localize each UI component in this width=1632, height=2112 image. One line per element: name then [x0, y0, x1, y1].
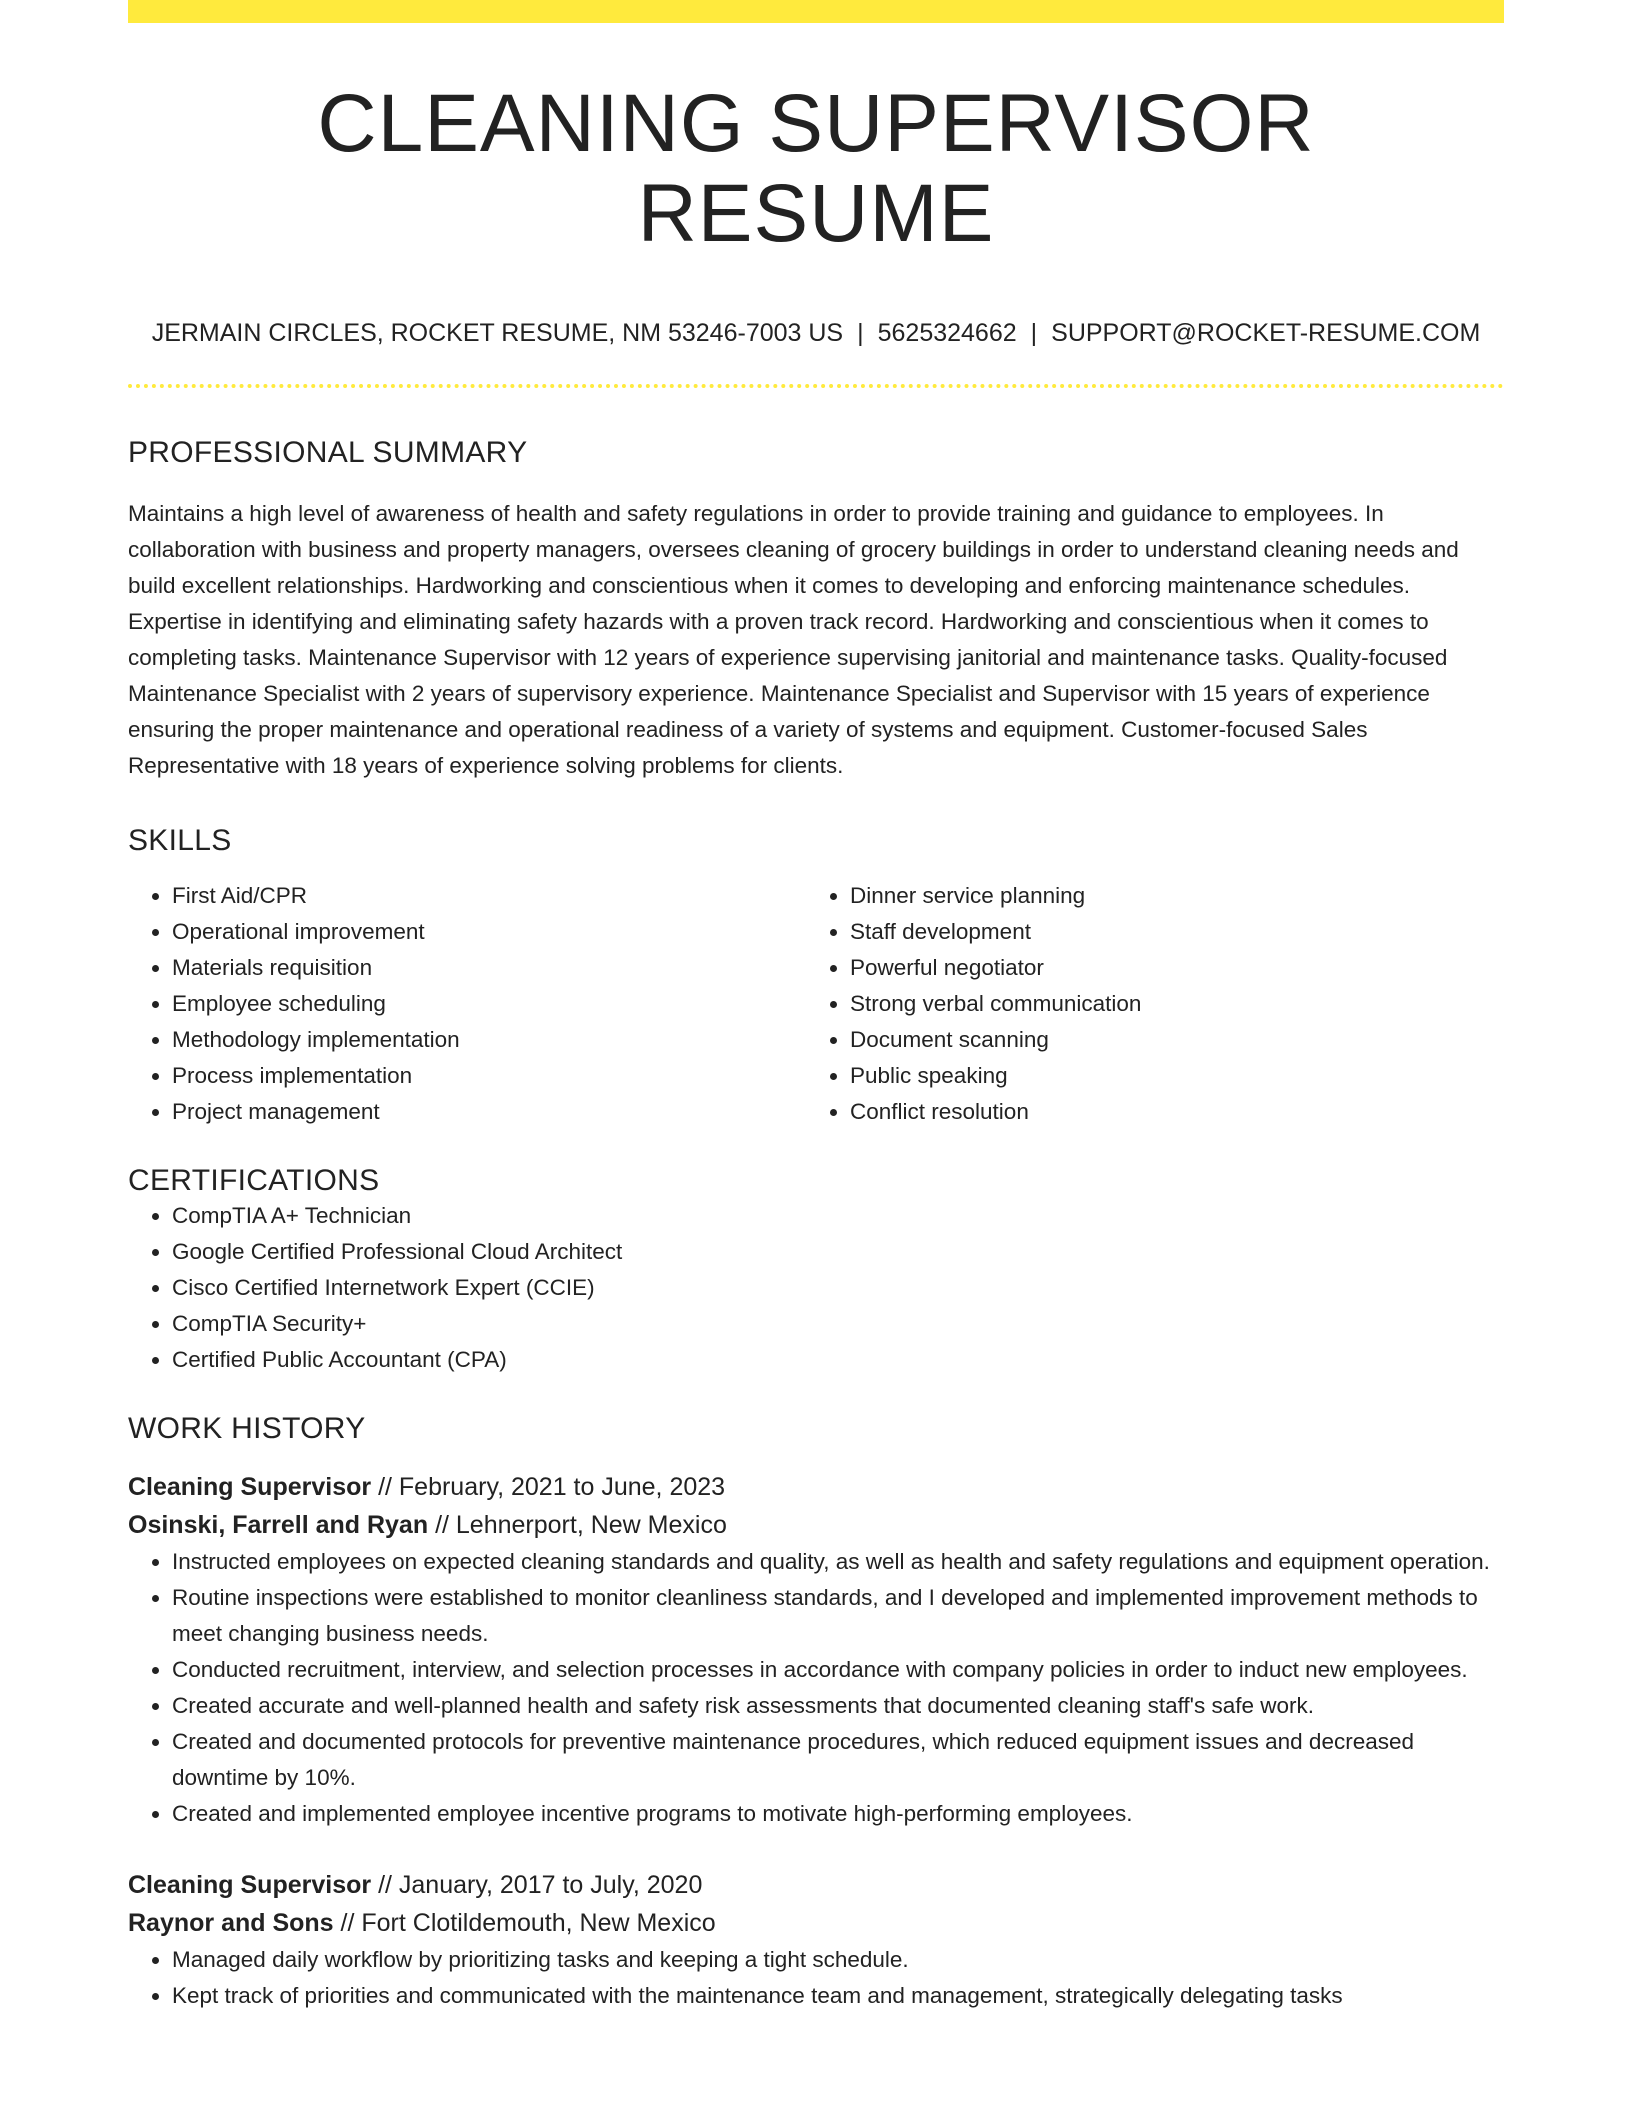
- job-location: // Fort Clotildemouth, New Mexico: [333, 1909, 716, 1938]
- skill-item: • Methodology implementation: [172, 1022, 806, 1058]
- skill-item: • Document scanning: [850, 1022, 1484, 1058]
- dotted-divider: [128, 384, 1504, 388]
- skill-item: • Strong verbal communication: [850, 986, 1484, 1022]
- skill-item: • Dinner service planning: [850, 878, 1484, 914]
- job-company: Raynor and Sons: [128, 1909, 334, 1938]
- skill-item: • Project management: [172, 1094, 806, 1130]
- skill-item: • First Aid/CPR: [172, 878, 806, 914]
- certification-item: • Cisco Certified Internetwork Expert (CCIE): [172, 1270, 1504, 1306]
- skill-item: • Operational improvement: [172, 914, 806, 950]
- summary-heading: PROFESSIONAL SUMMARY: [128, 436, 528, 470]
- certification-item: • CompTIA Security+: [172, 1306, 1504, 1342]
- work-history-heading: WORK HISTORY: [128, 1412, 366, 1446]
- job-bullet: • Instructed employees on expected cleaning standards and quality, as well as health and safety regulations and equipment operation.: [172, 1544, 1504, 1580]
- job-bullet: • Created accurate and well-planned health and safety risk assessments that documented cleaning staff's safe work.: [172, 1688, 1504, 1724]
- skills-heading: SKILLS: [128, 824, 232, 858]
- skill-item: • Employee scheduling: [172, 986, 806, 1022]
- top-accent-bar: [128, 0, 1504, 23]
- job-entry: [128, 1468, 1504, 1832]
- job-role-line: [128, 1468, 1504, 1506]
- job-company-line: [128, 1904, 1504, 1942]
- contact-phone: 5625324662: [877, 319, 1017, 348]
- job-dates: // January, 2017 to July, 2020: [371, 1871, 703, 1900]
- certification-item: • Certified Public Accountant (CPA): [172, 1342, 1504, 1378]
- contact-line: [128, 319, 1504, 348]
- contact-email: SUPPORT@ROCKET-RESUME.COM: [1051, 319, 1481, 348]
- job-bullet: • Conducted recruitment, interview, and selection processes in accordance with company policies in order to induct new employees.: [172, 1652, 1504, 1688]
- certification-item: • CompTIA A+ Technician: [172, 1198, 1504, 1234]
- skills-list-left: [128, 878, 806, 1130]
- job-bullet: • Kept track of priorities and communicated with the maintenance team and management, strategically delegating tasks: [172, 1978, 1504, 2014]
- skill-item: • Process implementation: [172, 1058, 806, 1094]
- job-bullet-list: [128, 1942, 1504, 2014]
- job-dates: // February, 2021 to June, 2023: [371, 1473, 726, 1502]
- skill-item: • Materials requisition: [172, 950, 806, 986]
- skills-column-right: [806, 878, 1484, 1130]
- job-entry: [128, 1866, 1504, 2014]
- job-bullet: • Created and documented protocols for preventive maintenance procedures, which reduced equipment issues and decreased downtime by 10%.: [172, 1724, 1504, 1796]
- summary-text: Maintains a high level of awareness of health and safety regulations in order to provide training and guidance to employees. In collaboration with business and property managers, oversees cleaning of grocery buildings in order to understand cleaning needs and build excellent relationships. Hardworking and conscientious when it comes to developing and enforcing maintenance schedules. Expertise in identifying and eliminating safety hazards with a proven track record. Hardworking and conscientious when it comes to completing tasks. Maintenance Supervisor with 12 years of experience supervising janitorial and maintenance tasks. Quality-focused Maintenance Specialist with 2 years of supervisory experience. Maintenance Specialist and Supervisor with 15 years of experience ensuring the proper maintenance and operational readiness of a variety of systems and equipment. Customer-focused Sales Representative with 18 years of experience solving problems for clients.: [128, 501, 1459, 779]
- job-bullet: • Managed daily workflow by prioritizing tasks and keeping a tight schedule.: [172, 1942, 1504, 1978]
- job-role: Cleaning Supervisor: [128, 1871, 372, 1900]
- skill-item: • Staff development: [850, 914, 1484, 950]
- job-company: Osinski, Farrell and Ryan: [128, 1511, 429, 1540]
- certification-item: • Google Certified Professional Cloud Architect: [172, 1234, 1504, 1270]
- job-location: // Lehnerport, New Mexico: [428, 1511, 727, 1540]
- skills-grid: [128, 878, 1504, 1130]
- resume-page: [128, 0, 1504, 2014]
- skills-list-right: [806, 878, 1484, 1130]
- job-bullet-list: [128, 1544, 1504, 1832]
- contact-separator: |: [1030, 319, 1038, 348]
- job-role-line: [128, 1866, 1504, 1904]
- job-bullet: • Routine inspections were established to monitor cleanliness standards, and I developed and implemented improvement methods to meet changing business needs.: [172, 1580, 1504, 1652]
- contact-separator: |: [857, 319, 864, 348]
- skill-item: • Public speaking: [850, 1058, 1484, 1094]
- contact-address: JERMAIN CIRCLES, ROCKET RESUME, NM 53246-7003 US: [151, 319, 844, 348]
- job-company-line: [128, 1506, 1504, 1544]
- job-bullet: • Created and implemented employee incentive programs to motivate high-performing employees.: [172, 1796, 1504, 1832]
- certifications-heading: CERTIFICATIONS: [128, 1164, 380, 1198]
- job-role: Cleaning Supervisor: [128, 1473, 372, 1502]
- skills-column-left: [128, 878, 806, 1130]
- skill-item: • Powerful negotiator: [850, 950, 1484, 986]
- resume-title: CLEANING SUPERVISOR RESUME: [317, 78, 1315, 260]
- certifications-list: [128, 1198, 1504, 1378]
- skill-item: • Conflict resolution: [850, 1094, 1484, 1130]
